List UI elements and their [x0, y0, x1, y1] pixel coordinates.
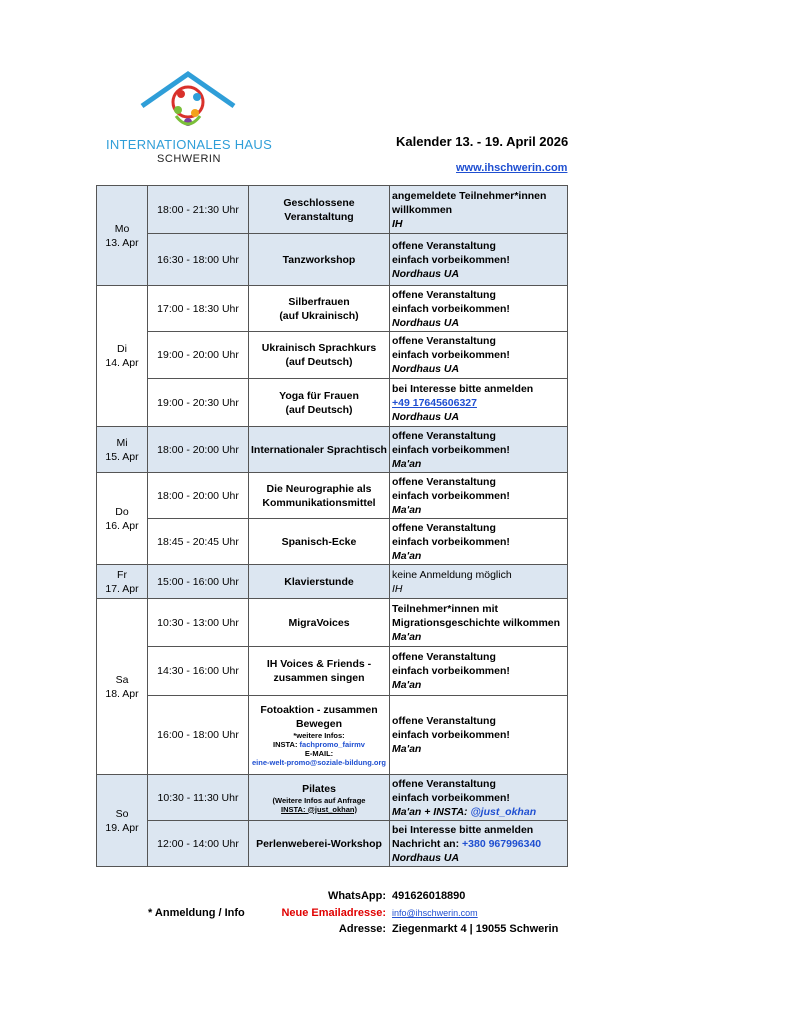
day-name: Di — [117, 343, 127, 355]
event-title — [249, 647, 390, 696]
info-line: Nachricht an: — [392, 837, 463, 850]
anmeldung-label: * Anmeldung / Info — [148, 907, 245, 919]
event-info — [390, 647, 568, 696]
logo — [104, 70, 274, 170]
day-date: 14. Apr — [105, 357, 139, 369]
info-line: bei Interesse bitte anmelden — [392, 382, 534, 395]
website-link[interactable]: www.ihschwerin.com — [456, 162, 568, 174]
event-time: 16:00 - 18:00 Uhr — [148, 696, 249, 775]
event-time: 15:00 - 16:00 Uhr — [148, 565, 249, 599]
event-info — [390, 286, 568, 332]
event-time: 19:00 - 20:30 Uhr — [148, 379, 249, 427]
info-line: einfach vorbeikommen! — [392, 729, 510, 741]
info-line: einfach vorbeikommen! — [392, 535, 510, 548]
info-line: offene Veranstaltung — [392, 777, 496, 790]
table-row — [97, 647, 568, 696]
event-title: Klavierstunde — [249, 565, 390, 599]
event-title-line: Fotoaktion - zusammen — [260, 704, 378, 716]
event-info — [390, 379, 568, 427]
event-time: 18:00 - 20:00 Uhr — [148, 473, 249, 519]
email-label: Neue Emailadresse: — [281, 907, 386, 919]
phone-link[interactable]: +380 967996340 — [462, 837, 542, 850]
insta-label: INSTA: — [273, 740, 300, 749]
day-name: Do — [115, 505, 129, 518]
event-title-line: (auf Ukrainisch) — [279, 309, 359, 322]
day-date: 17. Apr — [105, 582, 139, 595]
whatsapp-number[interactable]: 491626018890 — [392, 890, 466, 902]
day-cell-mon — [97, 186, 148, 286]
table-row — [97, 696, 568, 775]
event-title: Perlenweberei-Workshop — [249, 821, 390, 867]
org-city: SCHWERIN — [157, 153, 221, 165]
info-line: einfach vorbeikommen! — [392, 665, 510, 677]
table-row — [97, 186, 568, 234]
info-line: angemeldete Teilnehmer*innen — [392, 189, 547, 202]
event-title: MigraVoices — [249, 599, 390, 647]
insta-link[interactable]: @just_okhan — [470, 805, 537, 818]
event-time: 14:30 - 16:00 Uhr — [148, 647, 249, 696]
info-line: offene Veranstaltung — [392, 521, 496, 534]
day-date: 15. Apr — [105, 450, 139, 463]
event-time: 10:30 - 11:30 Uhr — [148, 775, 249, 821]
phone-link[interactable]: +49 17645606327 — [392, 396, 477, 409]
event-title-line: Yoga für Frauen — [279, 389, 359, 402]
event-info — [390, 186, 568, 234]
day-cell-thu — [97, 473, 148, 565]
event-title-line: (auf Deutsch) — [285, 356, 353, 368]
event-title — [249, 775, 390, 821]
event-info — [390, 565, 568, 599]
info-line: einfach vorbeikommen! — [392, 349, 510, 361]
info-line: Migrationsgeschichte wilkommen — [392, 616, 561, 629]
info-line: offene Veranstaltung — [392, 429, 496, 442]
day-date: 16. Apr — [105, 519, 139, 532]
organizer: Ma'an — [392, 503, 422, 516]
email-link[interactable]: eine-welt-promo@soziale-bildung.org — [252, 758, 386, 767]
event-info — [390, 332, 568, 379]
organizer: IH — [392, 582, 403, 595]
organizer: Ma'an — [392, 743, 422, 755]
day-name: Mo — [114, 222, 130, 235]
info-line: einfach vorbeikommen! — [392, 489, 510, 502]
event-title — [249, 332, 390, 379]
event-title: Tanzworkshop — [249, 234, 390, 286]
org-name: INTERNATIONALES HAUS — [105, 137, 273, 152]
event-time: 18:00 - 21:30 Uhr — [148, 186, 249, 234]
event-time: 16:30 - 18:00 Uhr — [148, 234, 249, 286]
address-value: Ziegenmarkt 4 | 19055 Schwerin — [392, 923, 559, 935]
event-title-line: Pilates — [302, 782, 336, 795]
event-title-line: Kommunikationsmittel — [262, 496, 376, 509]
event-title-line: Ukrainisch Sprachkurs — [261, 342, 377, 354]
info-line: einfach vorbeikommen! — [392, 302, 510, 315]
event-info — [390, 696, 568, 775]
organizer: Ma'an — [392, 457, 422, 470]
table-row — [97, 821, 568, 867]
event-title-line: (auf Deutsch) — [285, 403, 353, 416]
event-note: *weitere Infos: — [293, 731, 345, 740]
info-line: Teilnehmer*innen mit — [392, 602, 498, 615]
schedule-table — [96, 185, 568, 867]
table-row — [97, 519, 568, 565]
event-time: 18:45 - 20:45 Uhr — [148, 519, 249, 565]
event-info — [390, 821, 568, 867]
event-title-line: Silberfrauen — [288, 295, 350, 308]
event-info — [390, 427, 568, 473]
email-link[interactable]: info@ihschwerin.com — [392, 908, 478, 918]
event-title — [249, 473, 390, 519]
organizer: Ma'an + INSTA: — [392, 805, 471, 818]
event-title — [249, 379, 390, 427]
organizer: Nordhaus UA — [392, 410, 460, 423]
organizer: Nordhaus UA — [392, 851, 460, 864]
info-line: offene Veranstaltung — [392, 475, 496, 488]
event-time: 12:00 - 14:00 Uhr — [148, 821, 249, 867]
insta-link[interactable]: fachpromo_fairmv — [299, 740, 365, 749]
table-row — [97, 379, 568, 427]
day-date: 18. Apr — [105, 687, 139, 700]
day-cell-fri — [97, 565, 148, 599]
organizer: IH — [392, 217, 403, 230]
organizer: Ma'an — [392, 630, 422, 643]
event-time: 19:00 - 20:00 Uhr — [148, 332, 249, 379]
table-row — [97, 332, 568, 379]
organizer: Ma'an — [392, 549, 422, 562]
day-cell-wed — [97, 427, 148, 473]
info-line: offene Veranstaltung — [392, 715, 496, 727]
info-line: offene Veranstaltung — [392, 335, 496, 347]
event-title: Geschlossene Veranstaltung — [249, 186, 390, 234]
event-title: Spanisch-Ecke — [249, 519, 390, 565]
organizer: Nordhaus UA — [392, 316, 460, 329]
calendar-title: Kalender 13. - 19. April 2026 — [396, 134, 569, 149]
event-title-line: Die Neurographie als — [266, 482, 372, 495]
event-note: (Weitere Infos auf Anfrage — [272, 795, 366, 805]
event-title-line: zusammen singen — [273, 672, 365, 684]
event-title-line: IH Voices & Friends - — [266, 658, 372, 670]
event-info — [390, 599, 568, 647]
info-line: einfach vorbeikommen! — [392, 791, 510, 804]
day-date: 13. Apr — [105, 236, 139, 249]
event-title-line: Bewegen — [295, 718, 343, 730]
info-line: offene Veranstaltung — [392, 651, 496, 663]
event-title — [249, 696, 390, 775]
day-name: Sa — [115, 673, 129, 686]
table-row — [97, 473, 568, 519]
info-line: einfach vorbeikommen! — [392, 443, 510, 456]
info-line: offene Veranstaltung — [392, 239, 496, 252]
organizer: Nordhaus UA — [392, 267, 460, 280]
info-line: einfach vorbeikommen! — [392, 253, 510, 266]
event-time: 17:00 - 18:30 Uhr — [148, 286, 249, 332]
event-title: Internationaler Sprachtisch — [249, 427, 390, 473]
info-line: keine Anmeldung möglich — [392, 568, 512, 581]
day-cell-tue — [97, 286, 148, 427]
whatsapp-label: WhatsApp: — [327, 890, 386, 902]
event-info — [390, 473, 568, 519]
day-cell-sat — [97, 599, 148, 775]
table-row — [97, 234, 568, 286]
email-label: E-MAIL: — [304, 749, 334, 758]
event-info — [390, 775, 568, 821]
table-row — [97, 427, 568, 473]
table-row — [97, 599, 568, 647]
day-cell-sun — [97, 775, 148, 867]
insta-link[interactable]: INSTA: @just_okhan) — [281, 804, 357, 814]
event-time: 10:30 - 13:00 Uhr — [148, 599, 249, 647]
info-line: offene Veranstaltung — [392, 288, 496, 301]
day-date: 19. Apr — [105, 821, 139, 834]
day-name: So — [115, 807, 129, 820]
event-info — [390, 234, 568, 286]
table-row — [97, 565, 568, 599]
day-name: Mi — [116, 436, 128, 449]
organizer: Nordhaus UA — [392, 363, 460, 375]
day-name: Fr — [117, 568, 127, 581]
info-line: willkommen — [392, 203, 453, 216]
table-row — [97, 775, 568, 821]
table-row — [97, 286, 568, 332]
event-title — [249, 286, 390, 332]
event-info — [390, 519, 568, 565]
info-line: bei Interesse bitte anmelden — [392, 823, 534, 836]
address-label: Adresse: — [338, 923, 386, 935]
organizer: Ma'an — [392, 679, 422, 691]
event-time: 18:00 - 20:00 Uhr — [148, 427, 249, 473]
house-logo-icon — [138, 70, 238, 134]
